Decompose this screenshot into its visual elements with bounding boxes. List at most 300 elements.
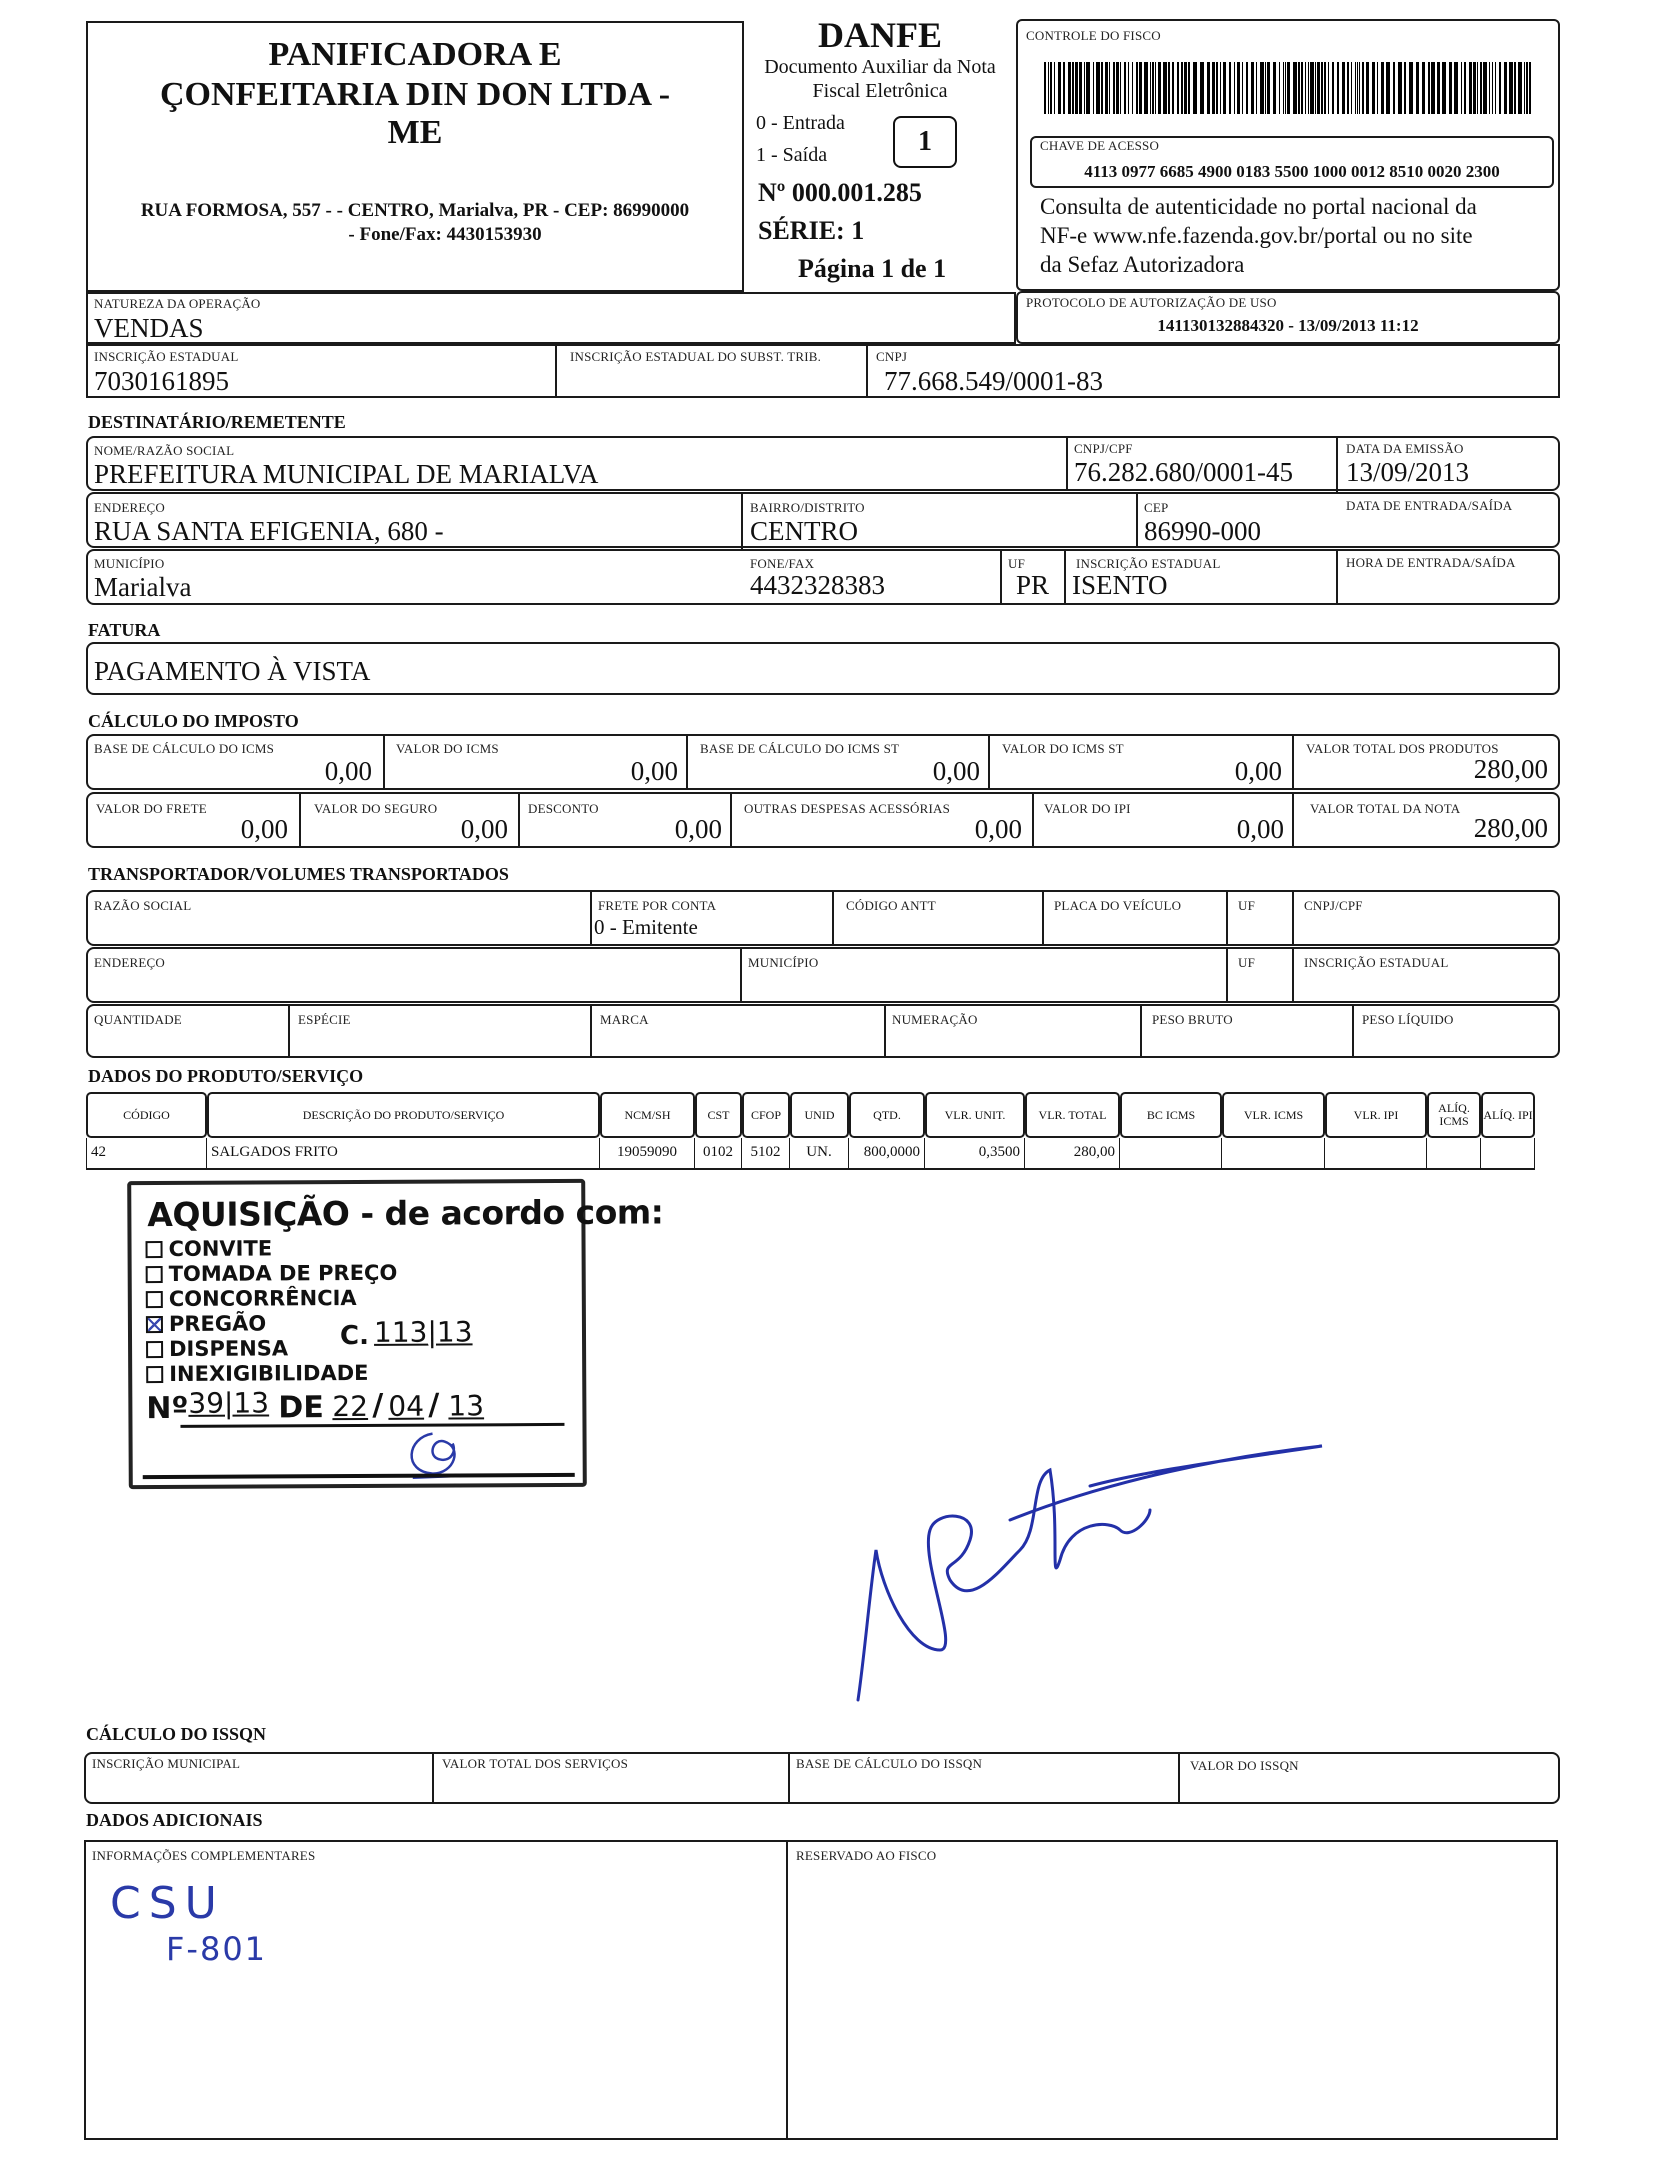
tr-r3-div4 bbox=[1140, 1004, 1142, 1058]
imp-r2-div1 bbox=[299, 792, 301, 848]
barcode-bar bbox=[1105, 62, 1108, 114]
barcode-bar bbox=[1298, 62, 1300, 114]
ipi-label: VALOR DO IPI bbox=[1044, 801, 1131, 816]
dest-hora-label: HORA DE ENTRADA/SAÍDA bbox=[1346, 555, 1516, 570]
barcode-bar bbox=[1514, 62, 1516, 114]
barcode-bar bbox=[1184, 62, 1187, 114]
dest-divider-6 bbox=[1064, 549, 1066, 605]
dest-uf: PR bbox=[1016, 570, 1050, 600]
ie-value: 7030161895 bbox=[94, 366, 229, 396]
dest-cep: 86990-000 bbox=[1144, 516, 1261, 546]
checkbox-icon bbox=[146, 1291, 163, 1308]
transp-bruto-label: PESO BRUTO bbox=[1152, 1012, 1233, 1027]
barcode-bar bbox=[1200, 62, 1204, 114]
barcode-bar bbox=[1428, 62, 1430, 114]
transp-cnpj-label: CNPJ/CPF bbox=[1304, 898, 1363, 913]
tr-r3-div3 bbox=[884, 1004, 886, 1058]
dest-fone: 4432328383 bbox=[750, 570, 885, 600]
ie-label: INSCRIÇÃO ESTADUAL bbox=[94, 349, 239, 364]
issqn-total-label: VALOR TOTAL DOS SERVIÇOS bbox=[442, 1756, 629, 1771]
barcode-bar bbox=[1101, 62, 1103, 114]
stamp-option-label: TOMADA DE PREÇO bbox=[168, 1260, 398, 1286]
col-header-vlr-icms: VLR. ICMS bbox=[1222, 1092, 1325, 1138]
barcode-bar bbox=[1372, 62, 1375, 114]
transp-frete-label: FRETE POR CONTA bbox=[598, 898, 717, 913]
valor-icms-st-label: VALOR DO ICMS ST bbox=[1002, 741, 1124, 756]
cell-vlr-total: 280,00 bbox=[1025, 1138, 1120, 1168]
consulta-line1: Consulta de autenticidade no portal nacional da bbox=[1040, 194, 1477, 219]
issqn-div3 bbox=[1178, 1752, 1180, 1804]
transp-marca-label: MARCA bbox=[600, 1012, 649, 1027]
cell-cst: 0102 bbox=[695, 1138, 742, 1168]
imp-r1-div3 bbox=[988, 734, 990, 790]
barcode-bar bbox=[1072, 62, 1074, 114]
col-header-descricao: DESCRIÇÃO DO PRODUTO/SERVIÇO bbox=[207, 1092, 600, 1138]
stamp-option-row bbox=[146, 1361, 368, 1386]
checked-box-icon bbox=[146, 1316, 163, 1333]
consulta-line2: NF-e www.nfe.fazenda.gov.br/portal ou no site bbox=[1040, 223, 1473, 248]
transp-endereco-label: ENDEREÇO bbox=[94, 955, 165, 970]
stamp-n-label: Nº bbox=[146, 1390, 189, 1427]
issqn-section: CÁLCULO DO ISSQN bbox=[86, 1724, 267, 1744]
barcode-bar bbox=[1251, 62, 1254, 114]
barcode-bar bbox=[1509, 62, 1513, 114]
tr-r3-div5 bbox=[1352, 1004, 1354, 1058]
barcode-bar bbox=[1362, 62, 1364, 114]
barcode-bar bbox=[1473, 62, 1476, 114]
seguro-value: 0,00 bbox=[460, 814, 508, 844]
barcode-bar bbox=[1246, 62, 1248, 114]
fatura-value: PAGAMENTO À VISTA bbox=[94, 656, 371, 686]
dest-divider-1 bbox=[1066, 436, 1068, 491]
barcode-bar bbox=[1163, 62, 1167, 114]
barcode-bar bbox=[1461, 62, 1462, 114]
tr-r1-div2 bbox=[832, 890, 834, 946]
transp-uf2-label: UF bbox=[1238, 955, 1256, 970]
barcode-bar bbox=[1050, 62, 1052, 114]
stamp-date-day: 22 bbox=[332, 1389, 369, 1424]
barcode-bar bbox=[1058, 62, 1061, 114]
barcode-bar bbox=[1124, 62, 1126, 114]
barcode-bar bbox=[1256, 62, 1257, 114]
barcode-bar bbox=[1207, 62, 1210, 114]
issqn-div2 bbox=[788, 1752, 790, 1804]
barcode-bar bbox=[1431, 62, 1435, 114]
ie-divider-2 bbox=[866, 344, 868, 398]
ie-row-box bbox=[86, 344, 1560, 398]
barcode-bar bbox=[1267, 62, 1270, 114]
barcode-bar bbox=[1355, 62, 1356, 114]
emitente-phone: - Fone/Fax: 4430153930 bbox=[348, 224, 542, 245]
issqn-im-label: INSCRIÇÃO MUNICIPAL bbox=[92, 1756, 241, 1771]
barcode-bar bbox=[1181, 62, 1183, 114]
barcode-bar bbox=[1359, 62, 1360, 114]
barcode-bar bbox=[1449, 62, 1452, 114]
barcode-bar bbox=[1260, 62, 1264, 114]
barcode-bar bbox=[1489, 62, 1490, 114]
barcode-bar bbox=[1084, 62, 1085, 114]
dest-cnpj-label: CNPJ/CPF bbox=[1074, 441, 1133, 456]
barcode-bar bbox=[1301, 62, 1303, 114]
checkbox-icon bbox=[146, 1341, 163, 1358]
danfe-subtitle1: Documento Auxiliar da Nota bbox=[764, 56, 996, 78]
transp-especie-label: ESPÉCIE bbox=[298, 1012, 351, 1027]
tr-r1-div5 bbox=[1292, 890, 1294, 946]
barcode-bar bbox=[1155, 62, 1156, 114]
barcode-bar bbox=[1048, 62, 1049, 114]
barcode-bar bbox=[1480, 62, 1482, 114]
stamp-option-row bbox=[145, 1236, 272, 1261]
barcode-bar bbox=[1068, 62, 1071, 114]
stamp-title: AQUISIÇÃO - de acordo com: bbox=[147, 1192, 664, 1235]
barcode-bar bbox=[1109, 62, 1110, 114]
consulta-line3: da Sefaz Autorizadora bbox=[1040, 252, 1245, 277]
base-icms-label: BASE DE CÁLCULO DO ICMS bbox=[94, 741, 275, 756]
signature bbox=[850, 1410, 1340, 1710]
transp-antt-label: CÓDIGO ANTT bbox=[846, 898, 936, 913]
emitente-name-line1: PANIFICADORA E bbox=[268, 36, 562, 73]
barcode-bar bbox=[1177, 62, 1179, 114]
barcode-bar bbox=[1483, 62, 1487, 114]
barcode-bar bbox=[1150, 62, 1151, 114]
tr-r2-div1 bbox=[740, 947, 742, 1003]
stamp-c-value: 113|13 bbox=[373, 1315, 473, 1349]
barcode-bar bbox=[1328, 62, 1329, 114]
cell-codigo: 42 bbox=[86, 1138, 207, 1168]
dest-entrada-saida-label: DATA DE ENTRADA/SAÍDA bbox=[1346, 498, 1513, 513]
transp-qtd-label: QUANTIDADE bbox=[94, 1012, 182, 1027]
dest-nome: PREFEITURA MUNICIPAL DE MARIALVA bbox=[94, 459, 599, 489]
transp-razao-label: RAZÃO SOCIAL bbox=[94, 898, 192, 913]
barcode-bar bbox=[1529, 62, 1531, 114]
barcode-bar bbox=[1315, 62, 1316, 114]
dest-emissao-label: DATA DA EMISSÃO bbox=[1346, 441, 1464, 456]
transp-ie-label: INSCRIÇÃO ESTADUAL bbox=[1304, 955, 1449, 970]
barcode-bar bbox=[1193, 62, 1197, 114]
tr-r3-div2 bbox=[590, 1004, 592, 1058]
tr-r1-div3 bbox=[1042, 890, 1044, 946]
info-compl-label: INFORMAÇÕES COMPLEMENTARES bbox=[92, 1848, 316, 1863]
barcode-bar bbox=[1293, 62, 1297, 114]
frete-label: VALOR DO FRETE bbox=[96, 801, 207, 816]
desconto-value: 0,00 bbox=[674, 814, 722, 844]
barcode-bar bbox=[1469, 62, 1472, 114]
seguro-label: VALOR DO SEGURO bbox=[314, 801, 438, 816]
dest-municipio: Marialva bbox=[94, 572, 192, 602]
stamp-option-row bbox=[146, 1336, 288, 1361]
checkbox-icon bbox=[146, 1366, 163, 1383]
dest-nome-label: NOME/RAZÃO SOCIAL bbox=[94, 443, 235, 458]
barcode-bar bbox=[1287, 62, 1290, 114]
table-bottom-rule bbox=[86, 1168, 1535, 1170]
stamp-option-row bbox=[146, 1286, 357, 1311]
stamp-bottom-rule bbox=[143, 1473, 575, 1479]
stamp-date-sep2: / bbox=[428, 1387, 440, 1423]
outras-despesas-value: 0,00 bbox=[974, 814, 1022, 844]
handwritten-csu: CSU bbox=[110, 1878, 225, 1929]
imp-r1-div1 bbox=[383, 734, 385, 790]
base-icms-st-value: 0,00 bbox=[932, 756, 980, 786]
danfe-subtitle2: Fiscal Eletrônica bbox=[812, 80, 948, 102]
barcode-bar bbox=[1054, 62, 1055, 114]
reservado-fisco-label: RESERVADO AO FISCO bbox=[796, 1848, 937, 1863]
stamp-n-value: 39|13 bbox=[188, 1386, 270, 1420]
natureza-label: NATUREZA DA OPERAÇÃO bbox=[94, 296, 261, 311]
transp-liquido-label: PESO LÍQUIDO bbox=[1362, 1012, 1454, 1027]
total-produtos-value: 280,00 bbox=[1473, 754, 1548, 784]
dest-ie-label: INSCRIÇÃO ESTADUAL bbox=[1076, 556, 1221, 571]
barcode-bar bbox=[1132, 62, 1133, 114]
barcode-bar bbox=[1347, 62, 1349, 114]
total-produtos-label: VALOR TOTAL DOS PRODUTOS bbox=[1306, 741, 1499, 756]
barcode-bar bbox=[1075, 62, 1078, 114]
dest-divider-4 bbox=[1136, 492, 1138, 548]
barcode-bar bbox=[1409, 62, 1413, 114]
barcode-bar bbox=[1308, 62, 1309, 114]
barcode-bar bbox=[1351, 62, 1352, 114]
danfe-tipo-box bbox=[893, 116, 957, 168]
checkbox-icon bbox=[146, 1266, 163, 1283]
barcode-bar bbox=[1237, 62, 1240, 114]
total-nota-value: 280,00 bbox=[1473, 813, 1548, 843]
cnpj-value: 77.668.549/0001-83 bbox=[884, 366, 1103, 396]
col-header-cfop: CFOP bbox=[742, 1092, 790, 1138]
dest-cep-label: CEP bbox=[1144, 500, 1169, 515]
stamp-date-sep1: / bbox=[372, 1387, 384, 1423]
barcode-bar bbox=[1454, 62, 1458, 114]
cell-descricao: SALGADOS FRITO bbox=[207, 1138, 600, 1168]
barcode-bar bbox=[1273, 62, 1276, 114]
frete-value: 0,00 bbox=[240, 814, 288, 844]
base-icms-value: 0,00 bbox=[324, 756, 372, 786]
transporte-section: TRANSPORTADOR/VOLUMES TRANSPORTADOS bbox=[88, 864, 509, 884]
barcode-bar bbox=[1216, 62, 1218, 114]
emitente-name-line3: ME bbox=[387, 114, 443, 151]
valor-icms-value: 0,00 bbox=[630, 756, 678, 786]
imp-r1-div4 bbox=[1292, 734, 1294, 790]
tr-r2-div2 bbox=[1226, 947, 1228, 1003]
chave-value: 4113 0977 6685 4900 0183 5500 1000 0012 8510 0020 2300 bbox=[1084, 162, 1500, 181]
natureza-value: VENDAS bbox=[94, 313, 204, 343]
danfe-serie: SÉRIE: 1 bbox=[758, 216, 865, 245]
barcode-bar bbox=[1172, 62, 1174, 114]
barcode-bar bbox=[1437, 62, 1440, 114]
stamp-date-month: 04 bbox=[388, 1389, 425, 1423]
checkbox-icon bbox=[146, 1241, 163, 1258]
total-nota-label: VALOR TOTAL DA NOTA bbox=[1310, 801, 1461, 816]
desconto-label: DESCONTO bbox=[528, 801, 599, 816]
col-header-vlr-total: VLR. TOTAL bbox=[1025, 1092, 1120, 1138]
adicionais-section: DADOS ADICIONAIS bbox=[86, 1810, 263, 1830]
stamp-c-label: C. bbox=[339, 1320, 370, 1352]
barcode-bar bbox=[1337, 62, 1339, 114]
barcode-bar bbox=[1324, 62, 1326, 114]
acquisition-stamp bbox=[127, 1179, 664, 1489]
col-header-aliq-icms: ALÍQ. ICMS bbox=[1427, 1092, 1481, 1138]
col-header-aliq-ipi: ALÍQ. IPI bbox=[1481, 1092, 1535, 1138]
barcode-bar bbox=[1442, 62, 1446, 114]
barcode-bar bbox=[1220, 62, 1221, 114]
transp-frete-value: 0 - Emitente bbox=[594, 915, 698, 939]
emitente-address: RUA FORMOSA, 557 - - CENTRO, Marialva, PR - CEP: 86990000 bbox=[140, 200, 690, 221]
tr-r3-div1 bbox=[288, 1004, 290, 1058]
adicionais-box bbox=[84, 1840, 1558, 2140]
transp-numeracao-label: NUMERAÇÃO bbox=[892, 1012, 978, 1027]
issqn-valor-label: VALOR DO ISSQN bbox=[1190, 1758, 1299, 1773]
barcode-bar bbox=[1321, 62, 1323, 114]
valor-icms-label: VALOR DO ICMS bbox=[396, 741, 499, 756]
barcode-bar bbox=[1422, 62, 1425, 114]
barcode-bar bbox=[1342, 62, 1345, 114]
barcode-bar bbox=[1381, 62, 1384, 114]
danfe-tipo: 1 bbox=[918, 126, 932, 157]
dest-uf-label: UF bbox=[1008, 556, 1026, 571]
cnpj-label: CNPJ bbox=[876, 349, 908, 364]
barcode-bar bbox=[1223, 62, 1226, 114]
barcode-bar bbox=[1234, 62, 1235, 114]
barcode-bar bbox=[1393, 62, 1395, 114]
barcode-bar bbox=[1524, 62, 1525, 114]
barcode-bar bbox=[1139, 62, 1142, 114]
barcode-bar bbox=[1495, 62, 1496, 114]
col-header-vlr-unit: VLR. UNIT. bbox=[925, 1092, 1025, 1138]
barcode-bar bbox=[1386, 62, 1390, 114]
adicionais-divider bbox=[786, 1840, 788, 2140]
cell-vlr-icms bbox=[1222, 1138, 1325, 1168]
col-header-cst: CST bbox=[695, 1092, 742, 1138]
barcode-bar bbox=[1464, 62, 1466, 114]
stamp-option-row bbox=[146, 1311, 266, 1336]
issqn-div1 bbox=[432, 1752, 434, 1804]
barcode-bar bbox=[1310, 62, 1314, 114]
cell-unid: UN. bbox=[790, 1138, 849, 1168]
dest-emissao: 13/09/2013 bbox=[1346, 457, 1470, 487]
stamp-option-label: CONCORRÊNCIA bbox=[168, 1286, 357, 1311]
ie-divider-1 bbox=[555, 344, 557, 398]
barcode-bar bbox=[1128, 62, 1129, 114]
barcode-bar bbox=[1283, 62, 1284, 114]
barcode-bar bbox=[1144, 62, 1148, 114]
dest-municipio-label: MUNICÍPIO bbox=[94, 556, 165, 571]
barcode-bar bbox=[1285, 62, 1286, 114]
barcode-bar bbox=[1188, 62, 1190, 114]
dest-divider-5 bbox=[1000, 549, 1002, 605]
barcode bbox=[1044, 62, 1534, 114]
barcode-bar bbox=[1120, 62, 1121, 114]
barcode-bar bbox=[1416, 62, 1419, 114]
tr-r1-div1 bbox=[590, 890, 592, 946]
barcode-bar bbox=[1044, 62, 1046, 114]
fatura-section: FATURA bbox=[88, 620, 161, 640]
cell-vlr-unit: 0,3500 bbox=[925, 1138, 1025, 1168]
barcode-bar bbox=[1398, 62, 1402, 114]
dest-cnpj: 76.282.680/0001-45 bbox=[1074, 457, 1293, 487]
imp-r2-div5 bbox=[1292, 792, 1294, 848]
danfe-pagina: Página 1 de 1 bbox=[798, 254, 947, 283]
cell-bc-icms bbox=[1120, 1138, 1222, 1168]
barcode-bar bbox=[1477, 62, 1478, 114]
barcode-bar bbox=[1242, 62, 1243, 114]
destinatario-section: DESTINATÁRIO/REMETENTE bbox=[88, 412, 346, 432]
barcode-bar bbox=[1063, 62, 1065, 114]
stamp-date-year: 13 bbox=[448, 1389, 485, 1423]
stamp-de-label: DE bbox=[278, 1390, 324, 1426]
danfe-numero: Nº 000.001.285 bbox=[758, 178, 922, 207]
danfe-saida: 1 - Saída bbox=[756, 144, 828, 166]
protocolo-value: 141130132884320 - 13/09/2013 11:12 bbox=[1157, 316, 1419, 335]
outras-despesas-label: OUTRAS DESPESAS ACESSÓRIAS bbox=[744, 801, 951, 816]
barcode-bar bbox=[1229, 62, 1231, 114]
issqn-base-label: BASE DE CÁLCULO DO ISSQN bbox=[796, 1756, 983, 1771]
cell-aliq-ipi bbox=[1481, 1138, 1535, 1168]
stamp-underline bbox=[180, 1423, 564, 1428]
barcode-bar bbox=[1116, 62, 1119, 114]
tr-r2-div3 bbox=[1292, 947, 1294, 1003]
imposto-section: CÁLCULO DO IMPOSTO bbox=[88, 711, 299, 731]
cell-qtd: 800,0000 bbox=[849, 1138, 925, 1168]
barcode-bar bbox=[1086, 62, 1090, 114]
barcode-bar bbox=[1404, 62, 1406, 114]
barcode-bar bbox=[1168, 62, 1170, 114]
barcode-bar bbox=[1332, 62, 1334, 114]
barcode-bar bbox=[1279, 62, 1280, 114]
barcode-bar bbox=[1377, 62, 1378, 114]
danfe-entrada: 0 - Entrada bbox=[756, 112, 845, 134]
barcode-bar bbox=[1212, 62, 1215, 114]
imp-r2-div2 bbox=[518, 792, 520, 848]
col-header-vlr-ipi: VLR. IPI bbox=[1325, 1092, 1427, 1138]
barcode-bar bbox=[1265, 62, 1266, 114]
barcode-bar bbox=[1079, 62, 1082, 114]
barcode-bar bbox=[1152, 62, 1154, 114]
transp-uf-label: UF bbox=[1238, 898, 1256, 913]
produtos-section: DADOS DO PRODUTO/SERVIÇO bbox=[88, 1066, 364, 1086]
controle-fisco-label: CONTROLE DO FISCO bbox=[1026, 28, 1161, 43]
imp-r2-div3 bbox=[730, 792, 732, 848]
barcode-bar bbox=[1492, 62, 1493, 114]
cell-aliq-icms bbox=[1427, 1138, 1481, 1168]
imp-r2-div4 bbox=[1032, 792, 1034, 848]
dest-ie: ISENTO bbox=[1072, 570, 1168, 600]
stamp-option-label: PREGÃO bbox=[168, 1311, 267, 1336]
stamp-option-label: CONVITE bbox=[168, 1236, 273, 1261]
transp-municipio-label: MUNICÍPIO bbox=[748, 955, 819, 970]
dest-bairro-label: BAIRRO/DISTRITO bbox=[750, 500, 865, 515]
barcode-bar bbox=[1366, 62, 1369, 114]
emitente-name-line2: ÇONFEITARIA DIN DON LTDA - bbox=[159, 76, 671, 113]
barcode-bar bbox=[1136, 62, 1138, 114]
barcode-bar bbox=[1158, 62, 1161, 114]
barcode-bar bbox=[1305, 62, 1306, 114]
cell-vlr-ipi bbox=[1325, 1138, 1427, 1168]
transp-placa-label: PLACA DO VEÍCULO bbox=[1054, 898, 1182, 913]
col-header-bc-icms: BC ICMS bbox=[1120, 1092, 1222, 1138]
dest-bairro: CENTRO bbox=[750, 516, 858, 546]
ipi-value: 0,00 bbox=[1236, 814, 1284, 844]
tr-r1-div4 bbox=[1226, 890, 1228, 946]
col-header-qtd: QTD. bbox=[849, 1092, 925, 1138]
col-header-unid: UNID bbox=[790, 1092, 849, 1138]
dest-fone-label: FONE/FAX bbox=[750, 556, 815, 571]
barcode-bar bbox=[1113, 62, 1115, 114]
barcode-bar bbox=[1096, 62, 1100, 114]
protocolo-label: PROTOCOLO DE AUTORIZAÇÃO DE USO bbox=[1026, 295, 1277, 310]
barcode-bar bbox=[1518, 62, 1522, 114]
col-header-codigo: CÓDIGO bbox=[86, 1092, 207, 1138]
valor-icms-st-value: 0,00 bbox=[1234, 756, 1282, 786]
stamp-option-row bbox=[146, 1261, 398, 1286]
dest-divider-7 bbox=[1336, 549, 1338, 605]
